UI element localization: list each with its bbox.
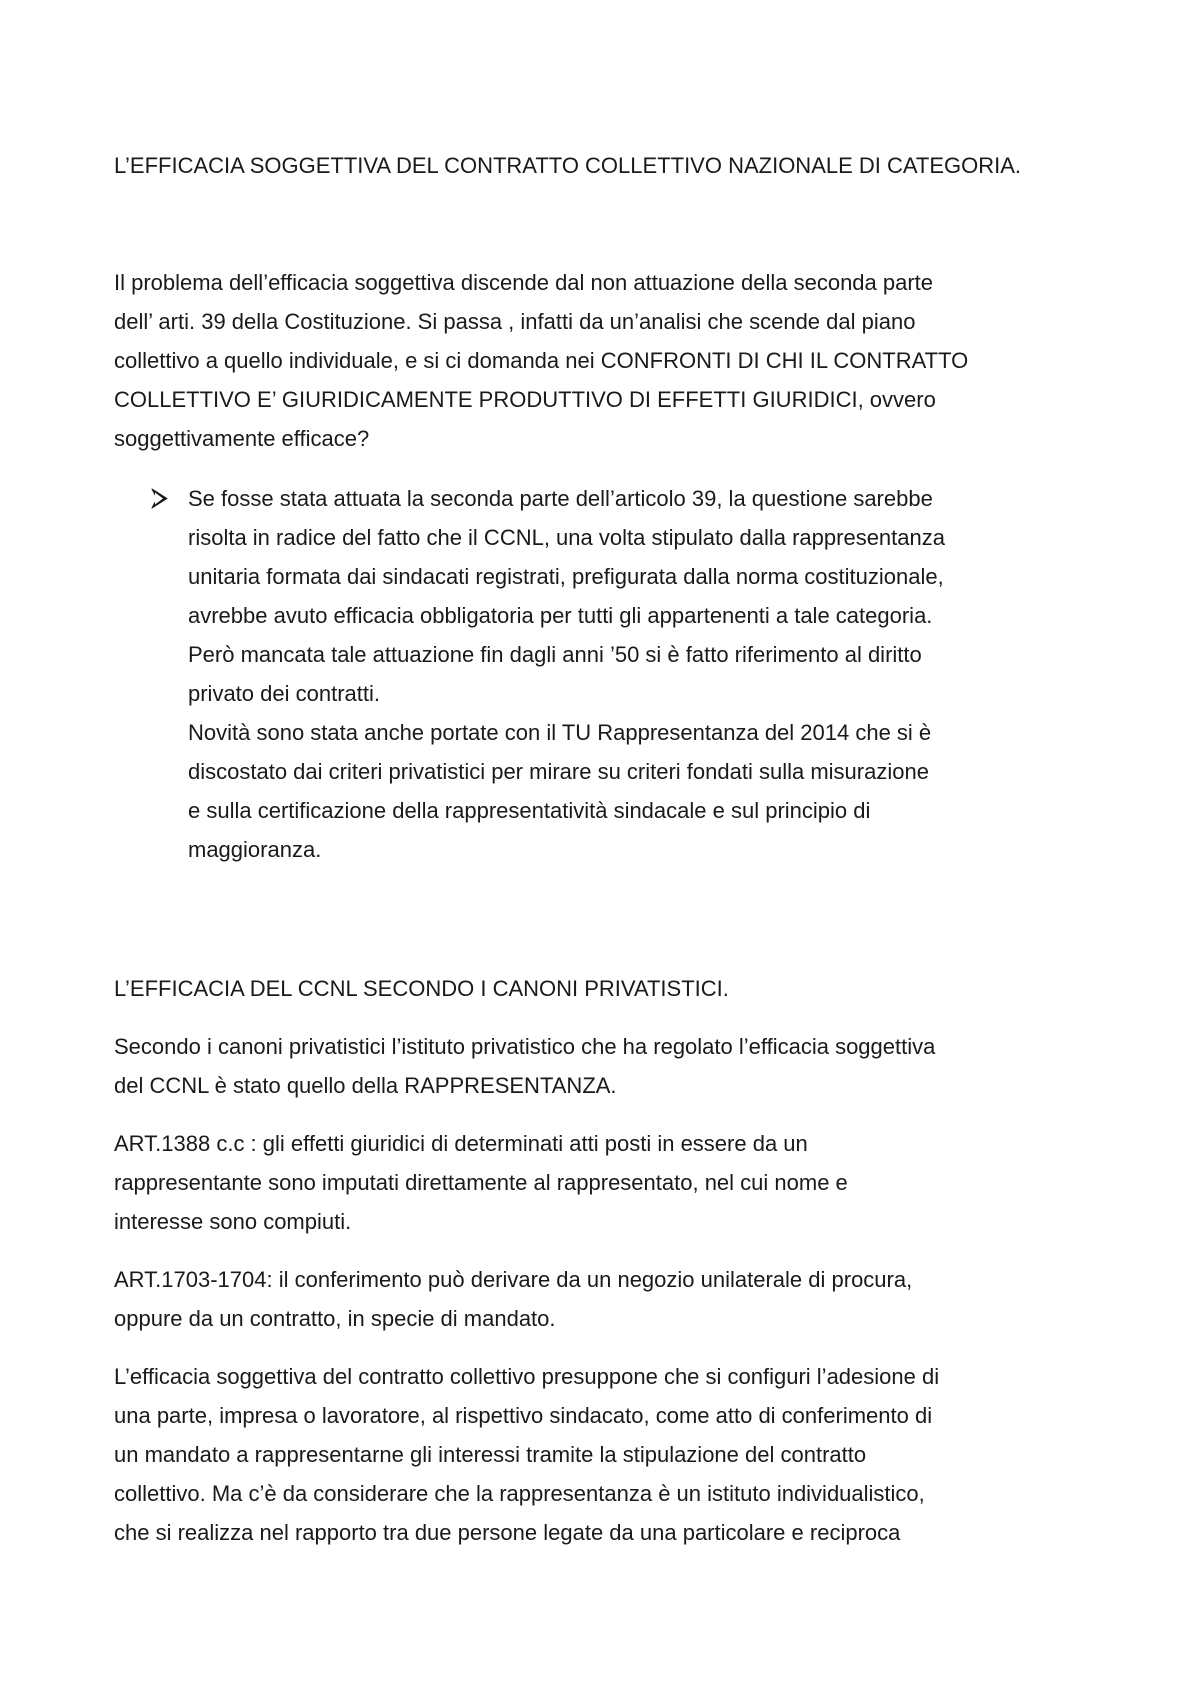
document-body: [114, 146, 1094, 1552]
paragraph-efficacia-contratto-collettivo: [114, 1357, 1094, 1552]
bullet-text-line: e sulla certificazione della rappresentatività sindacale e sul principio di: [188, 798, 871, 823]
bullet-text-line: avrebbe avuto efficacia obbligatoria per tutti gli appartenenti a tale categoria.: [188, 603, 933, 628]
text-line: Il problema dell’efficacia soggettiva discende dal non attuazione della seconda parte: [114, 270, 934, 295]
paragraph-rappresentanza: [114, 1027, 1094, 1105]
paragraph-art-1703-1704: [114, 1260, 1094, 1338]
arrowhead-bullet-icon: [150, 479, 170, 518]
intro-paragraph: [114, 263, 1094, 458]
bullet-text-line: discostato dai criteri privatistici per mirare su criteri fondati sulla misurazione: [188, 759, 929, 784]
text-line: rappresentante sono imputati direttamente al rappresentato, nel cui nome e: [114, 1170, 848, 1195]
text-line: del CCNL è stato quello della RAPPRESENTANZA.: [114, 1073, 617, 1098]
text-line: Secondo i canoni privatistici l’istituto privatistico che ha regolato l’efficacia soggettiva: [114, 1034, 936, 1059]
text-line: interesse sono compiuti.: [114, 1209, 352, 1234]
section-spacer: [114, 869, 1094, 969]
bullet-text-line: risolta in radice del fatto che il CCNL, una volta stipulato dalla rappresentanza: [188, 525, 945, 550]
text-line: collettivo a quello individuale, e si ci domanda nei CONFRONTI DI CHI IL CONTRATTO: [114, 348, 969, 373]
text-line: un mandato a rappresentarne gli interessi tramite la stipulazione del contratto: [114, 1442, 867, 1467]
bullet-text-line: privato dei contratti.: [188, 681, 380, 706]
text-line: dell’ arti. 39 della Costituzione. Si passa , infatti da un’analisi che scende dal piano: [114, 309, 916, 334]
bullet-text-line: Novità sono stata anche portate con il TU Rappresentanza del 2014 che si è: [188, 720, 932, 745]
bullet-text-line: unitaria formata dai sindacati registrati, prefigurata dalla norma costituzionale,: [188, 564, 944, 589]
text-line: ART.1703-1704: il conferimento può derivare da un negozio unilaterale di procura,: [114, 1267, 913, 1292]
section-heading-efficacia-soggettiva: L’EFFICACIA SOGGETTIVA DEL CONTRATTO COLLETTIVO NAZIONALE DI CATEGORIA.: [114, 153, 1022, 178]
text-line: soggettivamente efficace?: [114, 426, 370, 451]
text-line: ART.1388 c.c : gli effetti giuridici di determinati atti posti in essere da un: [114, 1131, 808, 1156]
text-line: oppure da un contratto, in specie di mandato.: [114, 1306, 556, 1331]
bullet-text-line: maggioranza.: [188, 837, 322, 862]
text-line: che si realizza nel rapporto tra due persone legate da una particolare e reciproca: [114, 1520, 901, 1545]
bullet-item: [114, 479, 1094, 869]
text-line: L’efficacia soggettiva del contratto collettivo presuppone che si configuri l’adesione di: [114, 1364, 940, 1389]
text-line: collettivo. Ma c’è da considerare che la rappresentanza è un istituto individualistico,: [114, 1481, 925, 1506]
text-line: una parte, impresa o lavoratore, al rispettivo sindacato, come atto di conferimento di: [114, 1403, 933, 1428]
bullet-text-line: Se fosse stata attuata la seconda parte dell’articolo 39, la questione sarebbe: [188, 486, 933, 511]
section-heading-canoni-privatistici: L’EFFICACIA DEL CCNL SECONDO I CANONI PRIVATISTICI.: [114, 976, 729, 1001]
bullet-text-line: Però mancata tale attuazione fin dagli anni ’50 si è fatto riferimento al diritto: [188, 642, 922, 667]
paragraph-art-1388: [114, 1124, 1094, 1241]
text-line: COLLETTIVO E’ GIURIDICAMENTE PRODUTTIVO DI EFFETTI GIURIDICI, ovvero: [114, 387, 936, 412]
